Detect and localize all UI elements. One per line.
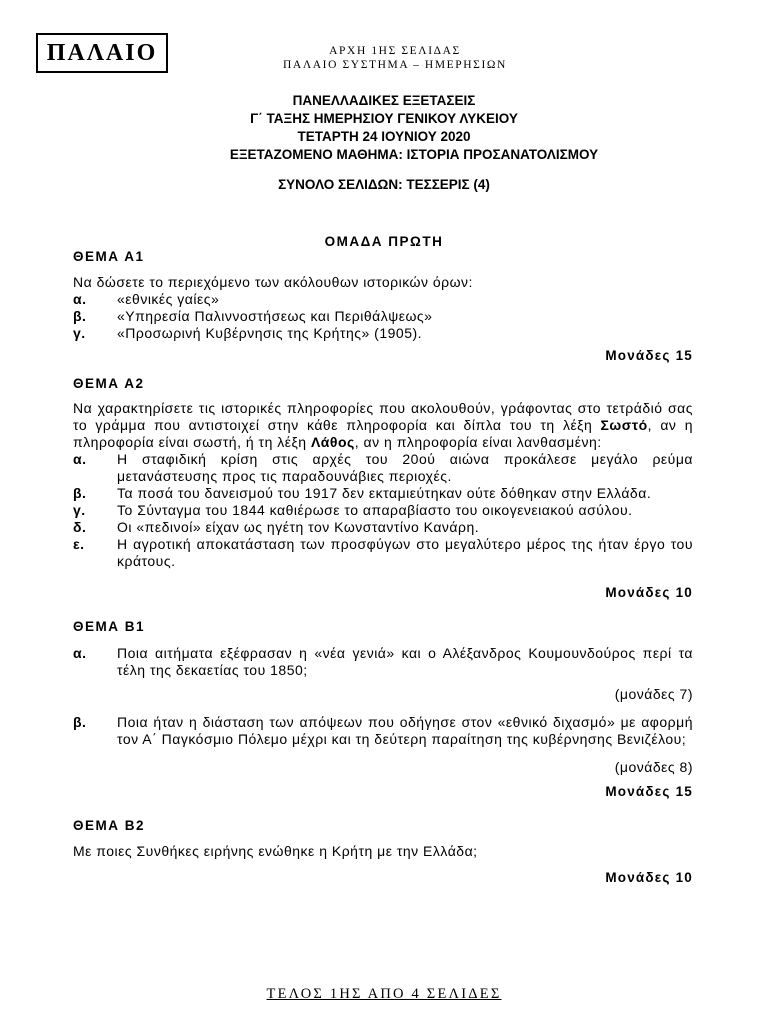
list-item bbox=[73, 714, 693, 748]
item-letter: α. bbox=[73, 291, 87, 307]
word-true: Σωστό bbox=[600, 417, 648, 433]
item-letter: γ. bbox=[73, 325, 86, 341]
question-b2 bbox=[73, 817, 693, 886]
item-text: Οι «πεδινοί» είχαν ως ηγέτη τον Κωνσταντίνο Κανάρη. bbox=[117, 519, 480, 535]
exam-title: ΠΑΝΕΛΛΑΔΙΚΕΣ ΕΞΕΤΑΣΕΙΣ bbox=[292, 93, 476, 108]
question-a2 bbox=[73, 375, 693, 601]
item-letter: α. bbox=[73, 451, 87, 467]
item-letter: α. bbox=[73, 645, 87, 661]
question-title: ΘΕΜΑ Β1 bbox=[73, 619, 146, 634]
question-title: ΘΕΜΑ Α2 bbox=[73, 376, 145, 391]
item-letter: ε. bbox=[73, 536, 85, 552]
question-b1 bbox=[73, 618, 693, 800]
list-item bbox=[73, 291, 693, 308]
page-start-label: ΑΡΧΗ 1ΗΣ ΣΕΛΙΔΑΣ bbox=[329, 45, 461, 57]
group-title: ΟΜΑΔΑ ΠΡΩΤΗ bbox=[324, 234, 444, 249]
intro-text: Να χαρακτηρίσετε τις ιστορικές πληροφορίες που ακολουθούν, γράφοντας στο τετράδιό σας το γράμμα που αντιστοιχεί στην κάθε πληροφορία και δίπλα του τη λέξη bbox=[73, 400, 693, 433]
question-title: ΘΕΜΑ Β2 bbox=[73, 818, 146, 833]
exam-pages: ΣΥΝΟΛΟ ΣΕΛΙΔΩΝ: ΤΕΣΣΕΡΙΣ (4) bbox=[278, 177, 490, 192]
item-text: «Προσωρινή Κυβέρνησις της Κρήτης» (1905). bbox=[117, 325, 423, 341]
submarks-label: (μονάδες 7) bbox=[614, 686, 693, 702]
item-text: Η σταφιδική κρίση στις αρχές του 20ού αιώνα προκάλεσε μεγάλο ρεύμα μετανάστευσης προς τις παραδουνάβιες περιοχές. bbox=[117, 451, 693, 484]
list-item bbox=[73, 451, 693, 485]
item-text: «εθνικές γαίες» bbox=[117, 291, 220, 307]
question-intro bbox=[73, 400, 693, 451]
item-text: «Υπηρεσία Παλιννοστήσεως και Περιθάλψεως» bbox=[117, 308, 433, 324]
exam-class: Γ΄ ΤΑΞΗΣ ΗΜΕΡΗΣΙΟΥ ΓΕΝΙΚΟΥ ΛΥΚΕΙΟΥ bbox=[250, 111, 518, 126]
page-header bbox=[230, 44, 560, 72]
item-letter: γ. bbox=[73, 502, 86, 518]
question-intro: Να δώσετε το περιεχόμενο των ακόλουθων ιστορικών όρων: bbox=[73, 274, 473, 290]
item-text: Τα ποσά του δανεισμού του 1917 δεν εκταμιεύτηκαν ούτε δόθηκαν στην Ελλάδα. bbox=[117, 485, 652, 501]
marks-label: Μονάδες 10 bbox=[605, 585, 693, 600]
list-item bbox=[73, 325, 693, 342]
list-item bbox=[73, 536, 693, 570]
exam-info bbox=[0, 92, 768, 194]
item-text: Ποια αιτήματα εξέφρασαν η «νέα γενιά» και ο Αλέξανδρος Κουμουνδούρος περί τα τέλη της δεκαετίας του 1850; bbox=[117, 645, 693, 678]
item-text: Η αγροτική αποκατάσταση των προσφύγων στο μεγαλύτερο μέρος της ήταν έργο του κράτους. bbox=[117, 536, 693, 569]
marks-label: Μονάδες 15 bbox=[605, 784, 693, 799]
submarks-label: (μονάδες 8) bbox=[614, 759, 693, 775]
item-text: Το Σύνταγμα του 1844 καθιέρωσε το απαραβίαστο του οικογενειακού ασύλου. bbox=[117, 502, 633, 518]
exam-content bbox=[73, 248, 693, 886]
marks-label: Μονάδες 10 bbox=[605, 870, 693, 885]
list-item bbox=[73, 645, 693, 679]
system-label: ΠΑΛΑΙΟ ΣΥΣΤΗΜΑ – ΗΜΕΡΗΣΙΩΝ bbox=[283, 59, 507, 71]
marks-label: Μονάδες 15 bbox=[605, 348, 693, 363]
exam-date: ΤΕΤΑΡΤΗ 24 ΙΟΥΝΙΟΥ 2020 bbox=[297, 129, 471, 144]
list-item bbox=[73, 502, 693, 519]
list-item bbox=[73, 308, 693, 325]
item-text: Ποια ήταν η διάσταση των απόψεων που οδήγησε στον «εθνικό διχασμό» με αφορμή τον Α΄ Παγκόσμιο Πόλεμο μέχρι και τη δεύτερη παραίτηση της κυβέρνησης Βενιζέλου; bbox=[117, 714, 693, 747]
item-letter: β. bbox=[73, 308, 87, 324]
question-text: Με ποιες Συνθήκες ειρήνης ενώθηκε η Κρήτη με την Ελλάδα; bbox=[73, 843, 478, 859]
word-false: Λάθος bbox=[310, 434, 355, 450]
item-letter: β. bbox=[73, 714, 87, 730]
intro-text: , αν η πληροφορία είναι σωστή, ή τη λέξη bbox=[73, 417, 693, 450]
list-item bbox=[73, 485, 693, 502]
page-footer: ΤΕΛΟΣ 1ΗΣ ΑΠΟ 4 ΣΕΛΙΔΕΣ bbox=[266, 986, 502, 1002]
old-system-stamp: ΠΑΛΑΙΟ bbox=[36, 33, 168, 73]
exam-subject: ΕΞΕΤΑΖΟΜΕΝΟ ΜΑΘΗΜΑ: ΙΣΤΟΡΙΑ ΠΡΟΣΑΝΑΤΟΛΙΣΜΟΥ bbox=[229, 147, 599, 162]
item-letter: δ. bbox=[73, 519, 87, 535]
intro-text: , αν η πληροφορία είναι λανθασμένη: bbox=[354, 434, 602, 450]
list-item bbox=[73, 519, 693, 536]
question-title: ΘΕΜΑ Α1 bbox=[73, 249, 145, 264]
item-letter: β. bbox=[73, 485, 87, 501]
question-a1 bbox=[73, 248, 693, 364]
